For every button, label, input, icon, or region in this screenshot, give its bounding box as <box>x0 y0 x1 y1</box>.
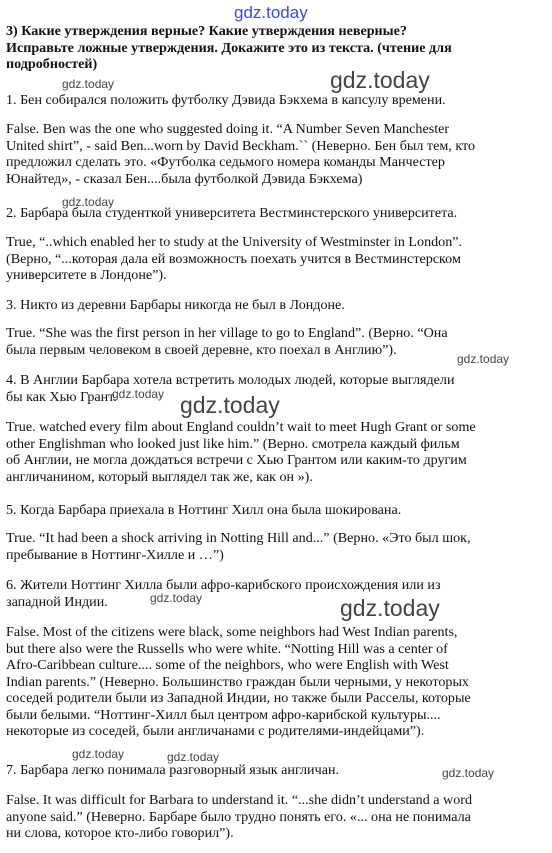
answer-5: True. “It had been a shock arriving in Notting Hill and...” (Верно. «Это был шок, пребывание в Ноттинг-Хилле и …”) <box>6 530 471 563</box>
answer-7: False. It was difficult for Barbara to understand it. “...she didn’t understand a word anyone said.” (Неверно. Барбаре было трудно понять его. «... она не понимала ни слова, которое кто-либо говорил”). <box>6 792 473 841</box>
watermark: gdz.today <box>180 392 280 418</box>
watermark: gdz.today <box>62 77 115 91</box>
watermark: gdz.today <box>234 3 308 22</box>
answer-6: False. Most of the citizens were black, some neighbors had West Indian parents, but there also were the Russells who were white. “Notting Hill was a center of Afro-Caribbean culture.... some of the neighbors, who were English with West Indian parents.” (Неверно. Большинство граждан были черными, у некоторых соседей родители были из Западной Индии, но также были Расселы, которые были белыми. “Ноттинг-Хилл был центром афро-карибской культуры.... некоторые из соседей, были англичанами с родителями-индейцами”). <box>6 624 471 739</box>
watermark: gdz.today <box>62 195 115 209</box>
watermark: gdz.today <box>442 766 495 780</box>
statement-6: 6. Жители Ноттинг Хилла были афро-карибского происхождения или из западной Индии. <box>6 577 441 610</box>
statement-4: 4. В Англии Барбара хотела встретить молодых людей, которые выглядели бы как Хью Грант. <box>6 372 455 405</box>
statement-3: 3. Никто из деревни Барбары никогда не был в Лондоне. <box>6 297 345 313</box>
statement-5: 5. Когда Барбара приехала в Ноттинг Хилл она была шокирована. <box>6 502 402 518</box>
answer-3: True. “She was the first person in her village to go to England”. (Верно. “Она была первым человеком в своей деревне, кто поехал в Англию”). <box>6 325 448 358</box>
answer-4: True. watched every film about England couldn’t wait to meet Hugh Grant or some other Englishman who looked just like him.” (Верно. смотрела каждый фильм об Англии, не могла дождаться встречи с Хью Грантом или каким-то другим англичанином, который выглядел так же, как он »). <box>6 419 476 485</box>
watermark: gdz.today <box>167 750 220 764</box>
watermark: gdz.today <box>340 595 440 621</box>
watermark: gdz.today <box>112 387 165 401</box>
watermark: gdz.today <box>72 747 125 761</box>
watermark: gdz.today <box>150 591 203 605</box>
answer-2: True, “..which enabled her to study at the University of Westminster in London”. (Верно, “...которая дала ей возможность поехать учится в Вестминстерском университете в Лондоне”). <box>6 234 463 283</box>
answer-1: False. Ben was the one who suggested doing it. “A Number Seven Manchester United shirt”, - said Ben...worn by David Beckham.`` (Неверно. Бен был тем, кто предложил сделать это. «Футболка седьмого номера команды Манчестер Юнайтед», - сказал Бен....была футболкой Дэвида Бэкхема) <box>6 121 475 187</box>
statement-2: 2. Барбара была студенткой университета Вестминстерского университета. <box>6 205 458 221</box>
task-heading: 3) Какие утверждения верные? Какие утверждения неверные? Исправьте ложные утверждения. Докажите это из текста. (чтение для подробностей) <box>6 23 452 72</box>
statement-7: 7. Барбара легко понимала разговорный язык англичан. <box>6 762 340 778</box>
watermark: gdz.today <box>330 67 430 93</box>
watermark: gdz.today <box>457 352 510 366</box>
statement-1: 1. Бен собирался положить футболку Дэвида Бэкхема в капсулу времени. <box>6 92 446 108</box>
